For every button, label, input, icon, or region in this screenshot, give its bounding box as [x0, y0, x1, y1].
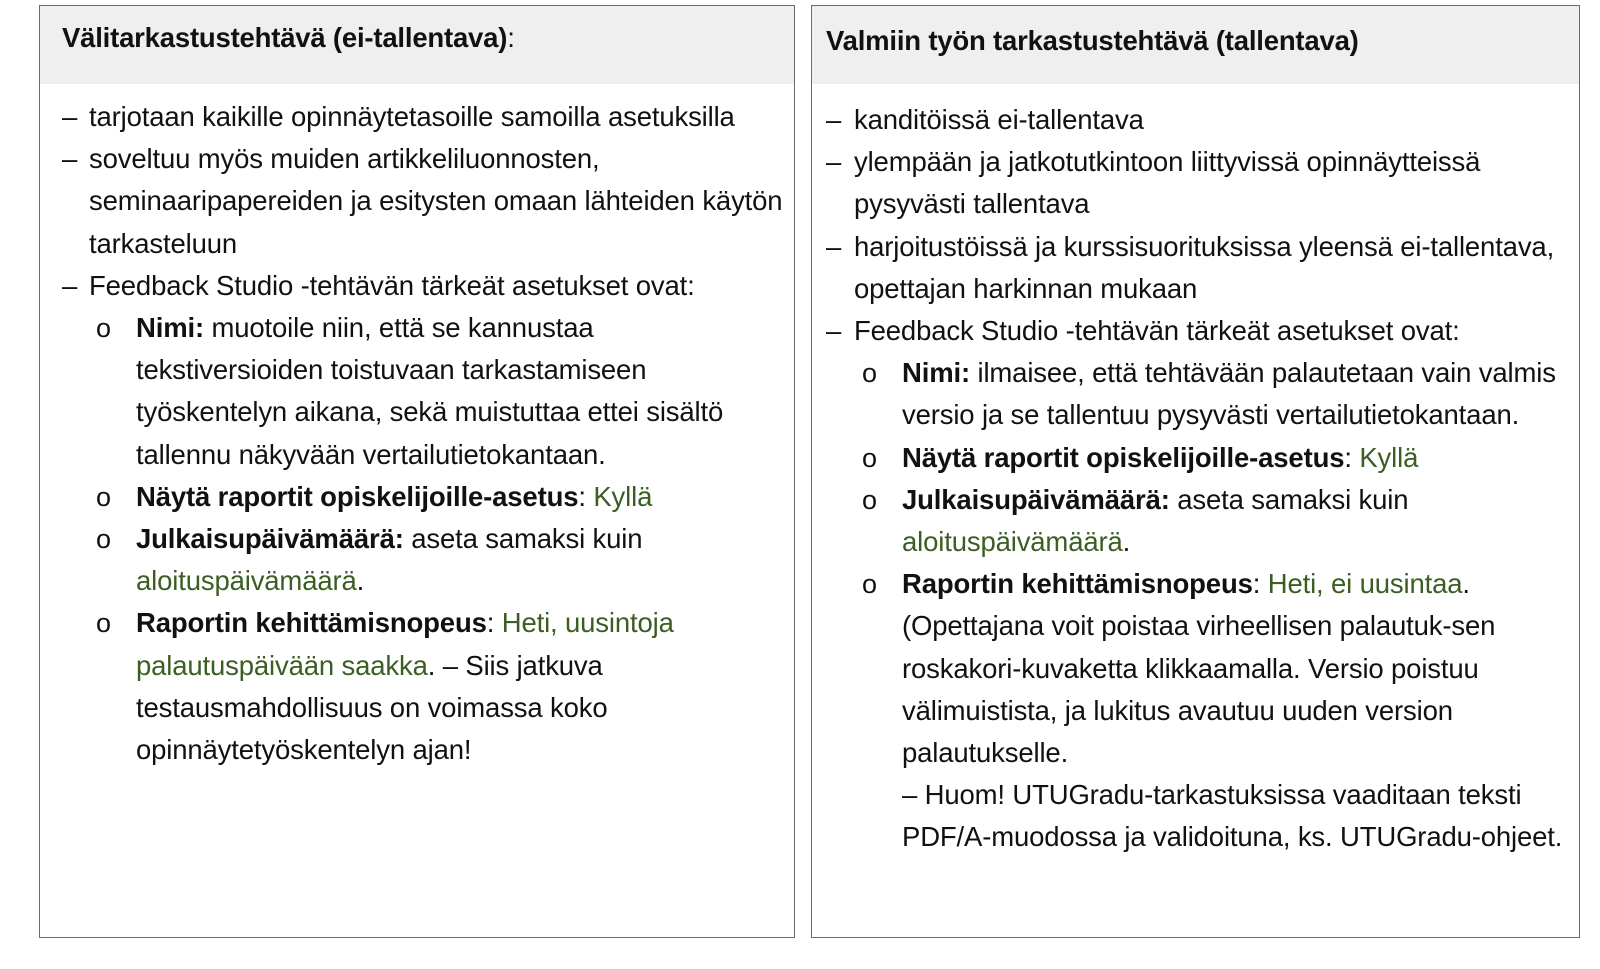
list-item: [62, 138, 786, 265]
setting-value: Kyllä: [593, 480, 653, 512]
circle-bullet-icon: o: [96, 481, 111, 512]
list-item-text: harjoitustöissä ja kurssisuorituksissa yleensä ei-tallentava, opettajan harkinnan mukaan: [854, 230, 1555, 304]
dash-marker: –: [826, 230, 842, 262]
left-panel-body: [40, 84, 794, 771]
dash-marker: –: [826, 104, 842, 135]
setting-note: – Huom! UTUGradu-tarkastuksissa vaaditaan teksti PDF/A-muodossa ja validoituna, ks. UTUGradu-ohjeet.: [902, 779, 1563, 853]
circle-bullet-icon: o: [862, 442, 877, 473]
left-panel: [39, 5, 795, 938]
dash-marker: –: [62, 269, 78, 301]
setting-end: .: [356, 565, 365, 597]
circle-bullet-icon: o: [862, 484, 877, 515]
right-panel-header: [812, 6, 1579, 84]
setting-label: Näytä raportit opiskelijoille-asetus: [136, 480, 579, 512]
setting-label: Näytä raportit opiskelijoille-asetus: [902, 441, 1345, 473]
setting-separator: :: [1344, 441, 1360, 473]
setting-report-speed: [96, 602, 786, 771]
setting-label: Julkaisupäivämäärä:: [902, 483, 1170, 515]
setting-label: Nimi:: [902, 357, 971, 389]
setting-publish-date: [96, 518, 786, 602]
circle-bullet-icon: o: [96, 524, 111, 555]
setting-end: .: [1122, 526, 1131, 558]
left-panel-header: [40, 6, 794, 84]
circle-bullet-icon: o: [862, 358, 877, 389]
setting-text: aseta samaksi kuin: [403, 523, 643, 555]
dash-marker: –: [62, 143, 78, 175]
setting-separator: :: [578, 480, 594, 512]
right-panel-body: [812, 84, 1579, 859]
list-item: [826, 310, 1575, 352]
setting-text: muotoile niin, että se kannustaa tekstiversioiden toistuvaan tarkastamiseen työskentelyn aikana, sekä muistuttaa ettei sisältö tallennu näkyvään vertailutietokantaan.: [136, 312, 724, 470]
right-panel-title: Valmiin työn tarkastustehtävä (tallentava): [826, 25, 1359, 56]
list-item: [62, 265, 786, 307]
left-panel-title: Välitarkastustehtävä (ei-tallentava): [62, 22, 508, 53]
right-panel: [811, 5, 1580, 938]
setting-text: aseta samaksi kuin: [1169, 483, 1409, 515]
setting-show-reports: [862, 437, 1575, 479]
dash-marker: –: [62, 101, 78, 132]
setting-label: Raportin kehittämisnopeus: [902, 568, 1253, 600]
list-item-text: soveltuu myös muiden artikkeliluonnosten, seminaaripapereiden ja esitysten omaan lähteiden käytön tarkasteluun: [89, 143, 783, 259]
list-item: [826, 99, 1575, 141]
setting-text: ilmaisee, että tehtävään palautetaan vain valmis versio ja se tallentuu pysyvästi vertailutietokantaan.: [902, 357, 1556, 431]
list-item-text: ylempään ja jatkotutkintoon liittyvissä opinnäytteissä pysyvästi tallentava: [854, 146, 1481, 220]
setting-show-reports: [96, 476, 786, 518]
circle-bullet-icon: o: [862, 569, 877, 600]
list-item-text: Feedback Studio -tehtävän tärkeät asetukset ovat:: [89, 269, 695, 301]
setting-name: [96, 307, 786, 476]
list-item-text: kanditöissä ei-tallentava: [854, 104, 1144, 135]
setting-value: aloituspäivämäärä: [136, 565, 357, 597]
setting-end: . (Opettajana voit poistaa virheellisen palautuk-sen roskakori-kuvaketta klikkaamalla. Versio poistuu välimuistista, ja lukitus avautuu uuden version palautukselle.: [902, 568, 1496, 769]
setting-report-speed: [862, 563, 1575, 858]
dash-marker: –: [826, 146, 842, 178]
circle-bullet-icon: o: [96, 608, 111, 639]
setting-value: aloituspäivämäärä: [902, 526, 1123, 558]
left-panel-title-colon: :: [507, 22, 515, 53]
setting-separator: :: [486, 607, 502, 639]
setting-name: [862, 352, 1575, 436]
setting-label: Raportin kehittämisnopeus: [136, 607, 487, 639]
dash-marker: –: [826, 315, 842, 347]
list-item-text: Feedback Studio -tehtävän tärkeät asetukset ovat:: [854, 315, 1460, 347]
setting-publish-date: [862, 479, 1575, 563]
setting-value: Heti, uusintoja palautuspäivään saakka: [136, 607, 674, 681]
list-item: [826, 226, 1575, 310]
list-item: [826, 141, 1575, 225]
setting-separator: :: [1252, 568, 1268, 600]
settings-list: [62, 307, 786, 771]
setting-label: Nimi:: [136, 312, 205, 344]
settings-list: [826, 352, 1575, 858]
setting-value: Heti, ei uusintaa: [1267, 568, 1463, 600]
list-item-text: tarjotaan kaikille opinnäytetasoille samoilla asetuksilla: [89, 101, 735, 132]
list-item: [62, 96, 786, 138]
setting-value: Kyllä: [1359, 441, 1419, 473]
setting-label: Julkaisupäivämäärä:: [136, 523, 404, 555]
circle-bullet-icon: o: [96, 313, 111, 344]
setting-end: . – Siis jatkuva testausmahdollisuus on voimassa koko opinnäytetyöskentelyn ajan!: [136, 649, 608, 766]
